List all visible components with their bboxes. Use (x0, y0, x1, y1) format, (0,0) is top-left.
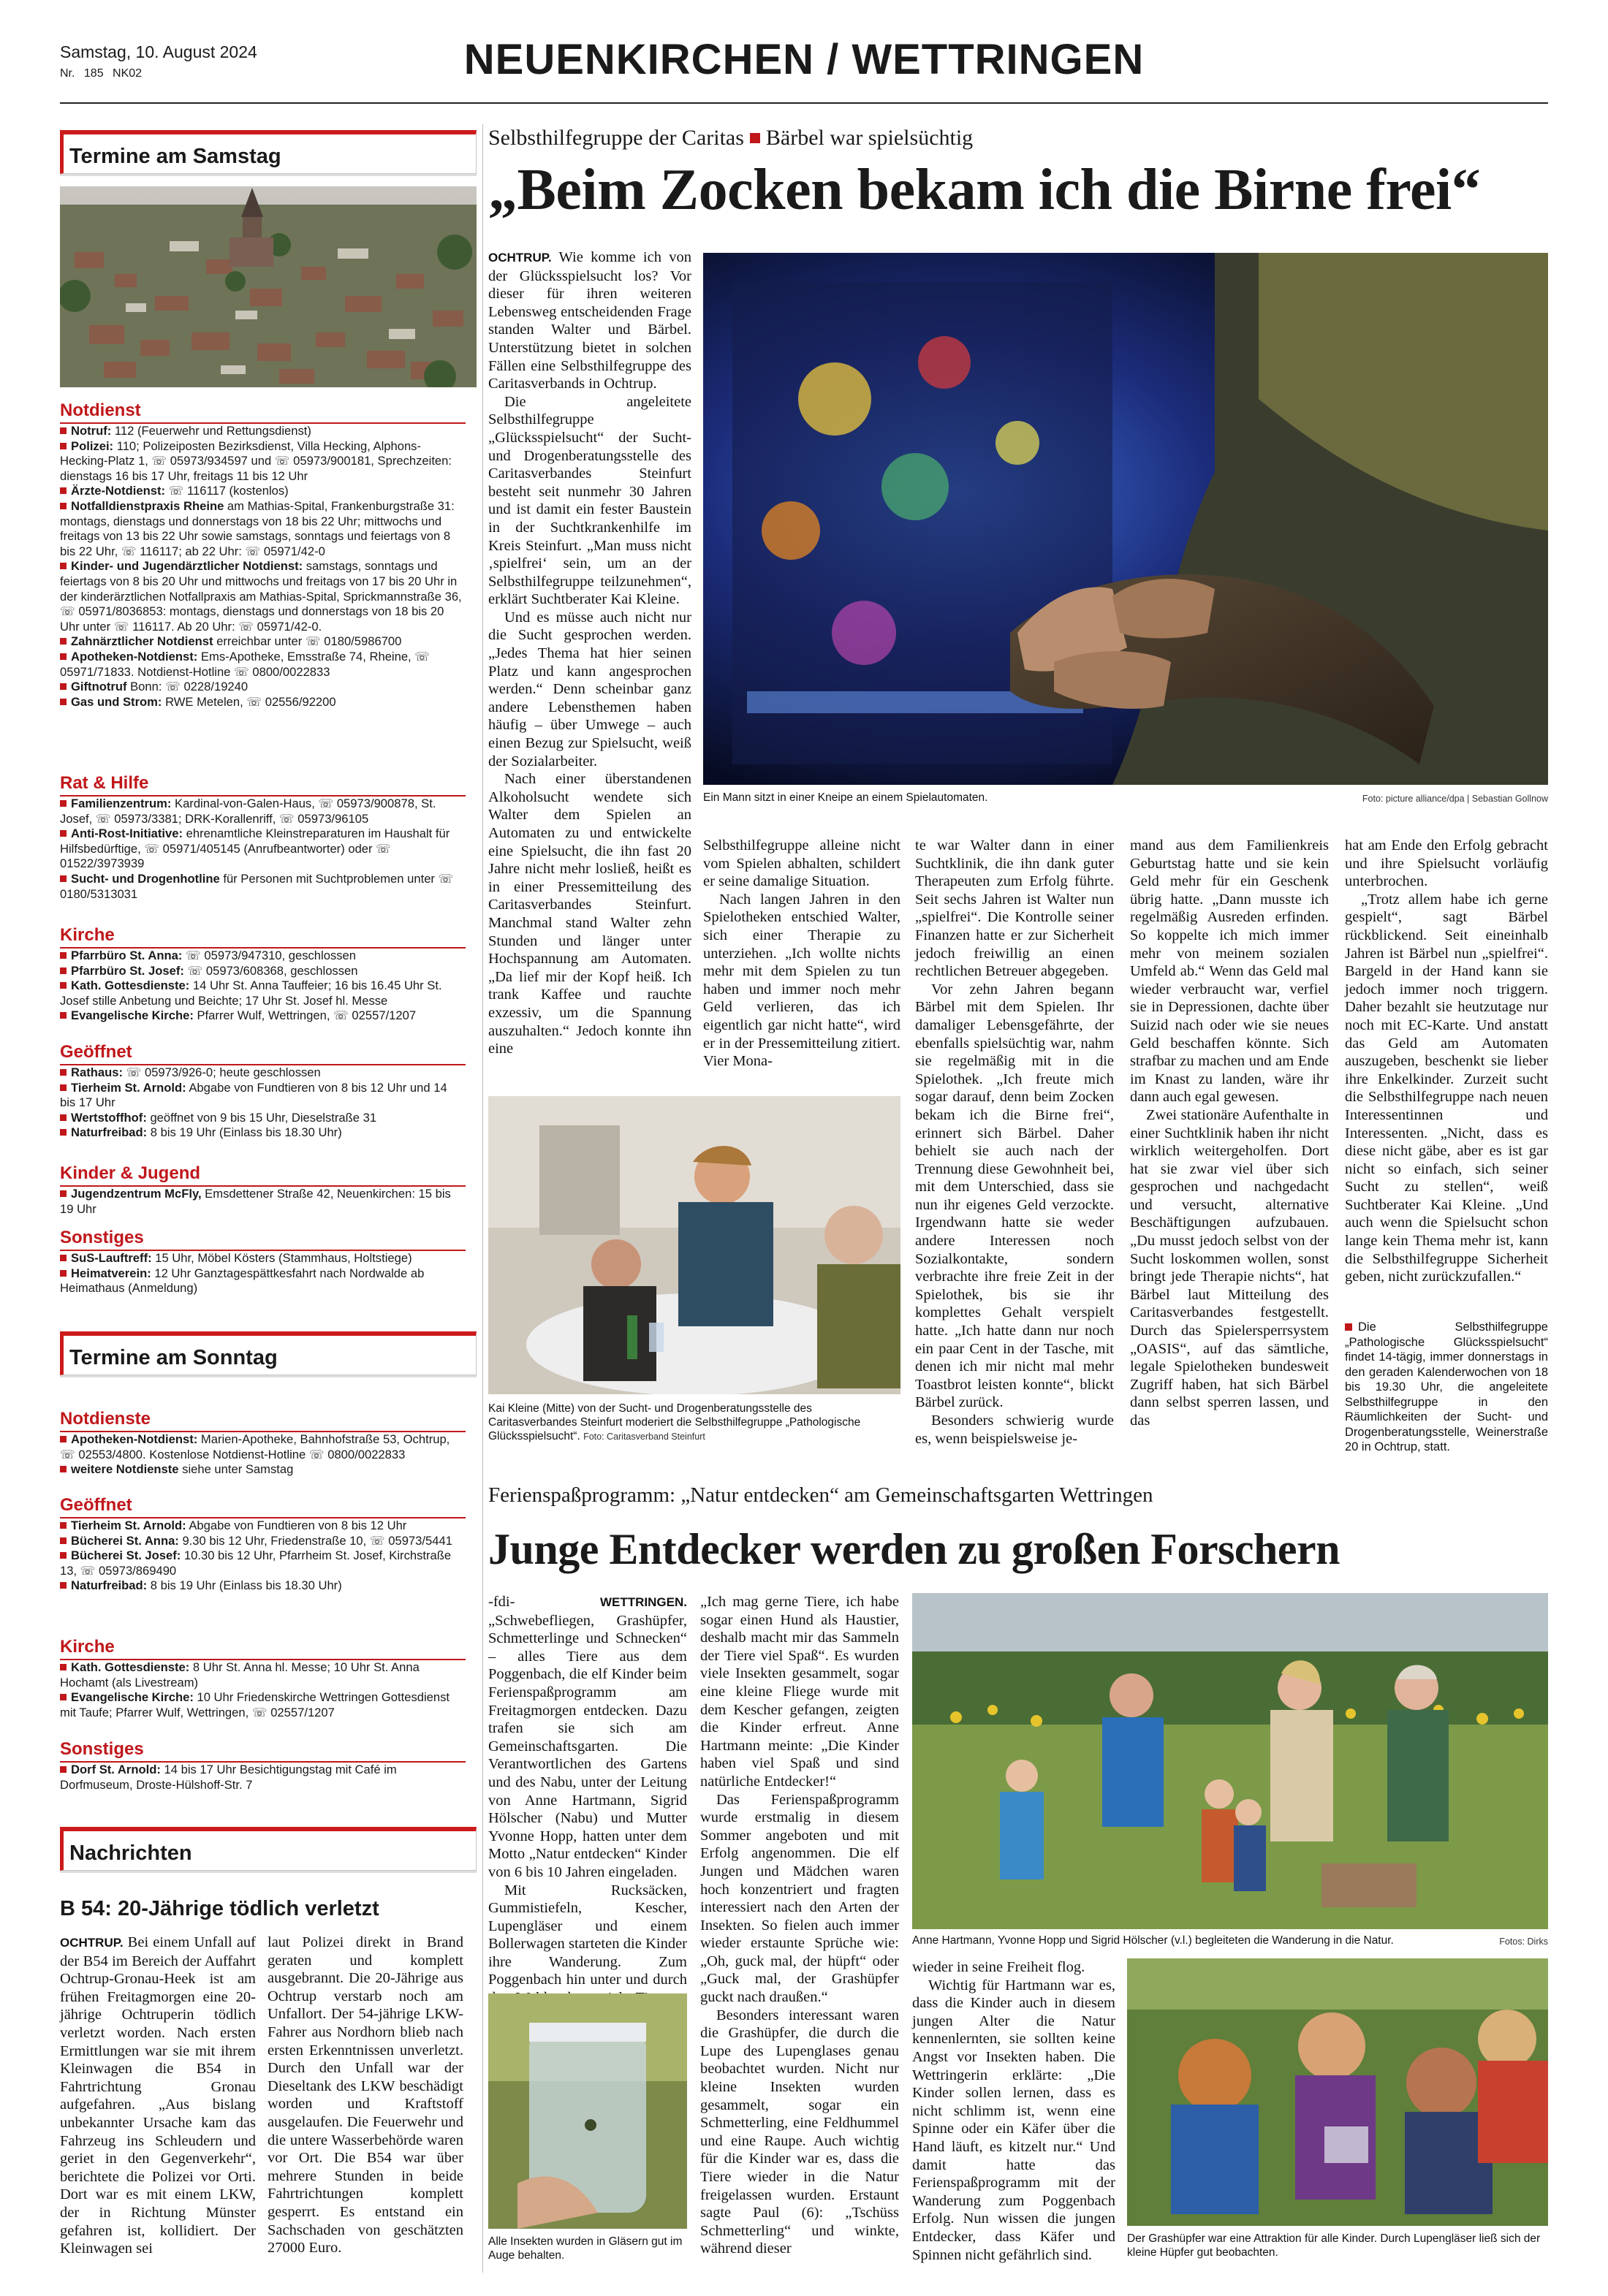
sunday-kirche-list (60, 1660, 466, 1720)
entry-label: Notfalldienstpraxis Rheine (71, 498, 224, 513)
article1-col4b-text: Zwei stationäre Aufenthalte in einer Suchtklinik haben ihr nicht wirklich weitergeholfen. Dort hat sie zwar viel über sich gesprochen und nachgedacht und versucht, alternative Beschäftigungen aufzubauen. „Du musst jedoch selbst von der Sucht loskommen wollen, sonst bringt jede Therapie nichts“, hat Bärbel laut Mitteilung des Caritasverbandes festgestellt. Durch das Spielersperrsystem „OASIS“, auf das sämtliche, legale Spielotheken bundesweit Zugriff haben, hat sich Bärbel dann selbst sperren lassen, und das (1130, 1106, 1329, 1429)
article2-col1b-text: Mit Rucksäcken, Gummistiefeln, Kescher, Lupengläser und einem Bollerwagen starteten die Kinder ihre Wanderung. Zum Poggenbach hin unter und durch (488, 1882, 687, 1988)
bullet-square-icon (60, 1582, 67, 1589)
entry-text: ☏ 05973/926-0; heute geschlossen (123, 1065, 321, 1079)
bullet-square-icon (60, 427, 67, 434)
sunday-box-title: Termine am Sonntag (60, 1331, 477, 1375)
article2-col3-text: wieder in seine Freiheit flog. (912, 1959, 1085, 1975)
entry-text: am Mathias-Spital, Frankenburgstraße 31: montags, dienstags und donnerstags von 18 bis 22 Uhr; mittwochs und freitags von 13 bis 22 Uhr sowie samstags, sonntags und feiertags von 8 bis 22 Uhr, ☏ 116117; ab 22 Uhr: ☏ 05971/42-0 (60, 498, 455, 558)
bullet-square-icon (60, 699, 67, 705)
bullet-square-icon (60, 1012, 67, 1019)
sunday-sonstiges-heading: Sonstiges (60, 1739, 466, 1763)
article1-p4: Nach einer überstandenen Alkoholsucht wendete sich Walter dem Spielen an Automaten zu und entwickelte eine Spielsucht, die ihn fast 20 Jahre nicht mehr losließ, heißt es in einer Pressemitteilung des Caritasverbandes Steinfurt. Manchmal stand Walter zehn Stunden und länger unter Hochspannung am Automaten. „Da lief mir der Kopf heiß. Ich trank Kaffee und rauchte exzessiv, um die Spannung auszuhalten.“ Jedoch konnte ihn eine (488, 771, 691, 1057)
entry-text: ☏ 05973/608368, geschlossen (183, 963, 358, 978)
sunday-sonstiges-list (60, 1763, 466, 1793)
entry-label: Apotheken-Notdienst: (71, 649, 198, 664)
listing-entry (60, 1690, 466, 1720)
selfhelp-photo-credit: Foto: Caritasverband Steinfurt (583, 1432, 705, 1442)
entry-text: 110; Polizeiposten Bezirksdienst, Villa Hecking, Alphons-Hecking-Platz 1, ☏ 05973/934597 und ☏ 05973/900181, Sprechzeiten: dienstags 16 bis 17 Uhr, freitags 11 bis 12 Uhr (60, 438, 452, 483)
listing-entry (60, 1763, 466, 1793)
listing-entry (60, 1187, 466, 1217)
article1-col-3 (915, 837, 1114, 1448)
notdienst-heading: Notdienst (60, 400, 466, 424)
entry-label: Notruf: (71, 424, 112, 438)
listing-entry (60, 978, 466, 1008)
slot-photo-caption: Ein Mann sitzt in einer Kneipe an einem Spielautomaten. (703, 791, 988, 804)
kids-grasshopper-image (1127, 1958, 1548, 2226)
article2-col3b-text: Wichtig für Hartmann war es, dass die Kinder auch in diesem jungen Alter die Natur kennenlernten, sie sollten keine Angst vor Insekten haben. Die Wettringerin erklärte: „Die Kinder sollen lernen, dass es nicht schlimm ist, wenn eine Spinne oder ein Käfer über die Hand läuft, es kitzelt nur.“ Und damit hatte das Ferienspaßprogramm mit der Wanderung zum Poggenbach Erfolg. Nun wissen die jungen Entdecker, dass Käfer und Spinnen nicht gefährlich sind. (912, 1977, 1115, 2263)
news-headline: B 54: 20-Jährige tödlich verletzt (60, 1897, 379, 1920)
bullet-square-icon (60, 1694, 67, 1700)
entry-label: Tierheim St. Arnold: (71, 1518, 186, 1532)
article1-col-1 (488, 248, 691, 1058)
listing-entry (60, 680, 466, 695)
bullet-square-icon (60, 563, 67, 569)
aerial-town-photo (60, 186, 477, 387)
entry-text: Ems-Apotheke, Emsstraße 74, Rheine, ☏ 05971/71833. Notdienst-Hotline ☏ 0800/0022833 (60, 649, 431, 679)
entry-text: 8 bis 19 Uhr (Einlass bis 18.30 Uhr) (147, 1125, 342, 1140)
bullet-square-icon (60, 830, 67, 837)
listing-entry (60, 484, 466, 499)
bullet-square-icon (60, 968, 67, 974)
bullet-square-icon (60, 1552, 67, 1559)
sunday-geoeffnet-heading: Geöffnet (60, 1495, 466, 1518)
entry-label: Bücherei St. Josef: (71, 1548, 181, 1563)
article1-p2: Die angeleitete Selbsthilfegruppe „Glücksspielsucht“ der Sucht- und Drogenberatungsstelle des Caritasverbandes Steinfurt besteht seit nunmehr 30 Jahren und ist damit ein fester Baustein in der Suchtkrankenhilfe im Kreis Steinfurt. „Man muss nicht ‚spielfrei‘ sein, um an der Selbsthilfegruppe teilzunehmen“, erklärt Suchtberater Kai Kleine. (488, 393, 691, 608)
listing-entry (60, 1065, 466, 1081)
sonstiges-list (60, 1251, 466, 1296)
bullet-square-icon (60, 1190, 67, 1197)
bullet-square-icon (60, 1114, 67, 1121)
article2-col-1 (488, 1593, 687, 2025)
bullet-square-icon (60, 982, 67, 989)
article1-col-2 (703, 837, 900, 1071)
listing-entry (60, 1518, 466, 1534)
entry-text: 10 Uhr Friedenskirche Wettringen Gottesdienst mit Taufe; Pfarrer Wulf, Wettringen, ☏ 02557/1207 (60, 1690, 450, 1719)
entry-label: weitere Notdienste (71, 1462, 179, 1477)
entry-text: für Personen mit Suchtproblemen unter ☏ 0180/5313031 (60, 871, 454, 901)
bullet-square-icon (60, 1129, 67, 1136)
entry-text: 112 (Feuerwehr und Rettungsdienst) (111, 424, 311, 438)
entry-text: ☏ 05973/947310, geschlossen (182, 949, 357, 962)
entry-text: samstags, sonntags und feiertags von 8 bis 20 Uhr und mittwochs und freitags von 17 bis 20 Uhr in der kinderärztlichen Notfallpraxis am Mathias-Spital, Sprickmannstraße 36, ☏ 05971/8036853: montags, dienstags und donnerstags von 18 bis 20 Uhr unter ☏ 116117. Ab 20 Uhr: ☏ 05971/42-0. (60, 559, 462, 634)
news-col-1 (60, 1934, 256, 2258)
entry-text: Emsdettener Straße 42, Neuenkirchen: 15 bis 19 Uhr (60, 1187, 451, 1216)
meadow-group-photo (912, 1593, 1548, 1929)
news-dateline: OCHTRUP. (60, 1936, 124, 1950)
listing-entry (60, 1534, 466, 1549)
article1-dateline: OCHTRUP. (488, 251, 552, 265)
listing-entry (60, 650, 466, 680)
bullet-square-icon (60, 1537, 67, 1544)
bullet-square-icon (60, 638, 67, 645)
article2-col2c-text: Besonders interessant waren die Grashüpfer, die durch die Lupe des Lupenglases genau beobachtet wurden. Nicht nur kleine Insekten wurden gesammelt, sogar ein Schmetterling, eine Feldhummel und eine Raupe. Auch wichtig für die Kinder war es, dass die Tiere wieder in die Natur freigelassen wurden. Erstaunt sagte Paul (6): „Tschüss Schmetterling“ und winkte, während dieser (700, 2007, 899, 2257)
entry-text: erreichbar unter ☏ 0180/5986700 (213, 634, 402, 649)
entry-label: Apotheken-Notdienst: (71, 1432, 198, 1446)
header-rule (60, 102, 1548, 104)
entry-text: Marien-Apotheke, Bahnhofstraße 53, Ochtrup, ☏ 02553/4800. Kostenlose Notdienst-Hotline ☏ 0800/0022833 (60, 1432, 450, 1461)
bullet-square-icon (60, 1270, 67, 1277)
article2-dateline: WETTRINGEN. (600, 1595, 687, 1609)
bullet-square-icon (60, 1466, 67, 1472)
entry-label: Evangelische Kirche: (71, 1690, 194, 1705)
entry-label: Polizei: (71, 438, 114, 453)
listing-entry (60, 1111, 466, 1126)
article1-col4-text: mand aus dem Familienkreis Geburtstag hatte und sie kein Geld mehr für ein Geschenk übrig hatte. „Dann musste ich regelmäßig Ausreden erfinden. So koppelte ich mich immer mehr von meinem sozialen Umfeld ab.“ Wenn das Geld mal wieder verbraucht war, verfiel sie in Depressionen, dachte über Suizid nach oder wie sie neues Geld beschaffen könnte. Sich strafbar zu machen und am Ende im Knast zu landen, wäre ihr dann auch egal gewesen. (1130, 837, 1329, 1106)
news-box-title: Nachrichten (60, 1827, 477, 1871)
sonstiges-heading: Sonstiges (60, 1228, 466, 1251)
geoeffnet-list (60, 1065, 466, 1141)
listing-entry (60, 439, 466, 484)
sunday-kirche-heading: Kirche (60, 1637, 466, 1660)
listing-entry (60, 695, 466, 710)
entry-text: 8 bis 19 Uhr (Einlass bis 18.30 Uhr) (147, 1578, 342, 1593)
bullet-square-icon (60, 443, 67, 449)
article1-p3: Und es müsse auch nicht nur die Sucht gesprochen werden. „Jedes Thema hat hier seinen Platz und kann angesprochen werden.“ Denn scheinbar ganz andere Lebensthemen haben häufig – über Umwege – auch einen Bezug zur Spielsucht, weiß der Sozialarbeiter. (488, 609, 691, 769)
news-text-1: Bei einem Unfall auf der B54 im Bereich der Auffahrt Ochtrup-Gronau-Heek ist am frühen Freitagmorgen eine 20-jährige Ochtruperin tödlich verletzt worden. Nach ersten Ermittlungen war sie mit ihrem Kleinwagen die B54 in Fahrtrichtung Gronau aufgefahren. „Aus bislang unbekannter Ursache kam das Fahrzeug ins Schleudern und geriet in den Gegenverkehr“, berichtete die Polizei vor Orti. Dort war es mit einem LKW, der in Richtung Münster gefahren ist, kollidiert. Der Kleinwagen sei (60, 1934, 256, 2257)
news-col-2 (268, 1934, 463, 2257)
listing-entry (60, 499, 466, 559)
aerial-town-image (60, 186, 477, 387)
listing-entry (60, 1266, 466, 1296)
sunday-notdienste-heading: Notdienste (60, 1409, 466, 1432)
entry-text: siehe unter Samstag (178, 1462, 294, 1477)
kicker-separator (750, 133, 760, 143)
article2-headline: Junge Entdecker werden zu großen Forschern (488, 1525, 1340, 1573)
article2-col2b-text: Das Ferienspaßprogramm wurde erstmalig in diesem Sommer angeboten und mit Erfolg angenommen. Die elf Jungen und Mädchen waren hoch konzentriert und fragten interessiert nach den Arten der Insekten. So fielen auch immer wieder erstaunte Sprüche wie: „Oh, guck mal, der hüpft“ oder „Guck mal, der Grashüpfer guckt nach draußen.“ (700, 1791, 899, 2006)
entry-text: 14 Uhr St. Anna Tauffeier; 16 bis 16.45 Uhr St. Josef stille Anbetung und Beichte; 17 Uhr St. Josef hl. Messe (60, 978, 442, 1008)
article1-intro: Wie komme ich von der Glücksspielsucht los? Vor dieser für ihren weiteren Lebensweg entscheidenden Frage standen Walter und Bärbel. Unterstützung bietet in solchen Fällen eine Selbsthilfegruppe des Caritasverbands in Ochtrup. (488, 249, 691, 392)
slot-machine-photo (703, 253, 1548, 785)
selfhelp-group-image (488, 1096, 900, 1394)
listing-entry (60, 949, 466, 964)
entry-label: Naturfreibad: (71, 1125, 148, 1140)
listing-entry (60, 1660, 466, 1690)
rat-hilfe-heading: Rat & Hilfe (60, 773, 466, 797)
article1-col3b-text: Vor zehn Jahren begann Bärbel mit dem Spielen. Ihr damaliger Lebensgefährte, der ebenfalls spielsüchtig war, nahm sie regelmäßig mit in die Spielothek. „Ich freute mich sogar darauf, denn beim Zocken bekam ich die Birne frei“, erinnert sich Bärbel. Daher behielt sie auch nach der Trennung diese Gewohnheit bei, mit dem Unterschied, dass sie nun ihr eigenes Geld verzockte. Irgendwann hatte sie weder andere Interessen noch Sozialkontakte, sondern verbrachte ihre freie Zeit in der Spielothek, bis sie ihr komplettes Gehalt verspielt hatte. „Ich hatte dann nur noch ein paar Cent in der Tasche, mit denen ich mir nicht mal mehr Toastbrot leisten konnte“, blickt Bärbel zurück. (915, 981, 1114, 1411)
entry-label: Rathaus: (71, 1065, 123, 1079)
listing-entry (60, 1008, 466, 1024)
issue-date: Samstag, 10. August 2024 (60, 42, 257, 61)
entry-text: RWE Metelen, ☏ 02556/92200 (162, 694, 336, 709)
article1-col-4 (1130, 837, 1329, 1430)
info-square-icon (1345, 1323, 1352, 1331)
bullet-square-icon (60, 503, 67, 509)
meadow-photo-caption: Anne Hartmann, Yvonne Hopp und Sigrid Hölscher (v.l.) begleiteten die Wanderung in die Natur. (912, 1934, 1394, 1947)
kirche-heading: Kirche (60, 925, 466, 949)
listing-entry (60, 872, 466, 902)
geoeffnet-heading: Geöffnet (60, 1042, 466, 1065)
entry-label: Dorf St. Arnold: (71, 1763, 161, 1776)
sunday-geoeffnet-list (60, 1518, 466, 1594)
article1-col3c-text: Besonders schwierig wurde es, wenn beispielsweise je- (915, 1413, 1114, 1447)
entry-text: 15 Uhr, Möbel Kösters (Stammhaus, Holtstiege) (151, 1251, 412, 1265)
article1-col-5 (1345, 837, 1548, 1286)
entry-text: 14 bis 17 Uhr Besichtigungstag mit Café im Dorfmuseum, Droste-Hülshoff-Str. 7 (60, 1763, 397, 1792)
entry-text: 8 Uhr St. Anna hl. Messe; 10 Uhr St. Anna Hochamt (als Livestream) (60, 1660, 420, 1689)
listing-entry (60, 1578, 466, 1594)
listing-entry (60, 1548, 466, 1578)
entry-label: Jugendzentrum McFly, (71, 1187, 202, 1201)
saturday-box-title: Termine am Samstag (60, 130, 477, 174)
bullet-square-icon (60, 952, 67, 959)
entry-text: Abgabe von Fundtieren von 8 bis 12 Uhr und 14 bis 17 Uhr (60, 1080, 447, 1110)
listing-entry (60, 1251, 466, 1266)
entry-text: Pfarrer Wulf, Wettringen, ☏ 02557/1207 (193, 1008, 417, 1023)
slot-photo-credit: Foto: picture alliance/dpa | Sebastian Gollnow (1362, 794, 1548, 804)
entry-text: Bonn: ☏ 0228/19240 (126, 680, 249, 694)
article1-info-box: Die Selbsthilfegruppe „Pathologische Glücksspielsucht“ findet 14-tägig, immer donnerstags in den geraden Kalenderwochen von 18 bis 19.30 Uhr, die angeleitete Selbsthilfegruppe in den Räumlichkeiten der Sucht- und Drogenberatungsstelle, Weinerstraße 20 in Ochtrup, statt. (1345, 1320, 1548, 1453)
entry-label: Gas und Strom: (71, 694, 162, 709)
article1-headline: „Beim Zocken bekam ich die Birne frei“ (488, 158, 1481, 222)
bullet-square-icon (60, 683, 67, 690)
entry-label: Kath. Gottesdienste: (71, 1660, 190, 1674)
entry-label: Pfarrbüro St. Josef: (71, 963, 184, 978)
listing-entry (60, 1081, 466, 1111)
article1-col2b-text: Nach langen Jahren in den Spielotheken entschied Walter, sich einer Therapie zu unterziehen. „Ich wollte nichts mehr mit dem Spielen zu tun haben und immer noch mehr Geld verlieren, das ich eigentlich gar nicht hatte“, wird er in der Pressemitteilung zitiert. Vier Mona- (703, 891, 900, 1070)
entry-label: Naturfreibad: (71, 1578, 148, 1593)
entry-label: Giftnotruf (71, 680, 127, 694)
section-title: NEUENKIRCHEN / WETTRINGEN (463, 36, 1145, 83)
bullet-square-icon (60, 1255, 67, 1261)
article1-kicker: Selbsthilfegruppe der Caritas Bärbel war spielsüchtig (488, 126, 974, 150)
notdienst-list (60, 424, 466, 710)
entry-text: Kardinal-von-Galen-Haus, ☏ 05973/900878, St. Josef, ☏ 05973/3381; DRK-Korallenriff, ☏ 05973/96105 (60, 797, 436, 826)
listing-entry (60, 1432, 466, 1462)
issue-number: Nr. 185 NK02 (60, 67, 143, 80)
listing-entry (60, 1462, 466, 1478)
entry-label: Wertstoffhof: (71, 1110, 147, 1125)
kirche-list (60, 949, 466, 1024)
entry-label: Zahnärztlicher Notdienst (71, 634, 213, 649)
meadow-group-image (912, 1593, 1548, 1929)
kids-grasshopper-photo (1127, 1958, 1548, 2226)
listing-entry (60, 634, 466, 650)
insect-jar-photo (488, 1993, 687, 2229)
kinder-jugend-heading: Kinder & Jugend (60, 1163, 466, 1187)
slot-machine-image (703, 253, 1548, 785)
entry-label: Bücherei St. Anna: (71, 1533, 179, 1548)
bullet-square-icon (60, 653, 67, 660)
article2-col-3 (912, 1958, 1115, 2264)
entry-label: Anti-Rost-Initiative: (71, 826, 183, 841)
sidebar-divider (482, 124, 483, 2273)
article2-kicker: Ferienspaßprogramm: „Natur entdecken“ am Gemeinschaftsgarten Wettringen (488, 1483, 1153, 1507)
entry-text: ☏ 116117 (kostenlos) (165, 484, 289, 498)
meadow-photo-credit: Fotos: Dirks (1499, 1936, 1548, 1947)
selfhelp-group-photo (488, 1096, 900, 1394)
sunday-notdienste-list (60, 1432, 466, 1478)
article1-col2-text: Selbsthilfegruppe alleine nicht vom Spielen abhalten, schildert er seine damalige Situation. (703, 837, 900, 890)
entry-text: 12 Uhr Ganztagespättkesfahrt nach Nordwalde ab Heimathaus (Anmeldung) (60, 1266, 425, 1296)
listing-entry (60, 424, 466, 439)
entry-text: 9.30 bis 12 Uhr, Friedenstraße 10, ☏ 05973/5441 (178, 1533, 452, 1548)
article1-col5-text: hat am Ende den Erfolg gebracht und ihre Spielsucht vorläufig unterbrochen. (1345, 837, 1548, 890)
entry-label: Pfarrbüro St. Anna: (71, 949, 183, 962)
entry-label: Kath. Gottesdienste: (71, 978, 190, 993)
kids-photo-caption: Der Grashüpfer war eine Attraktion für alle Kinder. Durch Lupengläser ließ sich der kleine Hüpfer gut beobachten. (1127, 2232, 1541, 2259)
selfhelp-photo-caption: Kai Kleine (Mitte) von der Sucht- und Drogenberatungsstelle des Caritasverbandes Steinfurt moderiert die Selbsthilfegruppe „Pathologische Glücksspielsucht“. Foto: Caritasverband Steinfurt (488, 1402, 861, 1442)
entry-label: SuS-Lauftreff: (71, 1251, 152, 1265)
entry-label: Tierheim St. Arnold: (71, 1080, 186, 1095)
article2-col-2 (700, 1593, 899, 2258)
entry-label: Familienzentrum: (71, 797, 172, 810)
entry-label: Ärzte-Notdienst: (71, 484, 166, 498)
bullet-square-icon (60, 1766, 67, 1773)
bullet-square-icon (60, 1069, 67, 1076)
rat-hilfe-list (60, 797, 466, 902)
bullet-square-icon (60, 1522, 67, 1529)
bullet-square-icon (60, 1084, 67, 1091)
article2-col2-text: „Ich mag gerne Tiere, ich habe sogar einen Hund als Haustier, deshalb macht mir das Sammeln der Tiere viel Spaß“. Es wurden viele Insekten gesammelt, sogar eine kleine Fliege wurde mit dem Kescher gefangen, zeigten die Kinder erfreut. Anne Hartmann meinte: „Die Kinder haben viel Spaß und sind natürliche Entdecker!“ (700, 1594, 899, 1790)
entry-text: geöffnet von 9 bis 15 Uhr, Dieselstraße 31 (146, 1110, 377, 1125)
bullet-square-icon (60, 800, 67, 807)
article2-author: -fdi- (488, 1594, 515, 1610)
bullet-square-icon (60, 1436, 67, 1442)
listing-entry (60, 826, 466, 872)
bullet-square-icon (60, 1664, 67, 1670)
news-text-2: laut Polizei direkt in Brand geraten und komplett ausgebrannt. Die 20-Jährige aus Ochtrup verstarb noch am Unfallort. Der 54-jährige LKW-Fahrer aus Nordhorn blieb nach ersten Erkenntnissen unverletzt. Durch den Unfall war der Dieseltank des LKW beschädigt worden und Kraftstoff ausgelaufen. Die Feuerwehr und die untere Wasserbehörde waren vor Ort. Die B54 war über mehrere Stunden in beide Fahrtrichtungen komplett gesperrt. Es entstand ein Sachschaden von geschätzten 27000 Euro. (268, 1934, 463, 2257)
article1-col5b-text: „Trotz allem habe ich gerne gespielt“, sagt Bärbel rückblickend. Seit eineinhalb Jahren ist Bärbel nun „spielfrei“. Bargeld in der Hand kann sie jedoch immer noch triggern. Daher bezahlt sie heutzutage nur noch mit EC-Karte. Und anstatt das Geld am Automaten auszugeben, beschenkt sie lieber ihre Enkelkinder. Zurzeit sucht die Selbsthilfegruppe nach neuen Interessentinnen und Interessenten. „Nicht, dass es diese nicht gäbe, aber es ist gar nicht so einfach, sich seiner Sucht zu stellen“, weiß Suchtberater Kai Kleine. „Und auch wenn die Spielsucht schon lange kein Thema mehr ist, kann die Selbsthilfegruppe Sicherheit geben, nicht zurückzufallen.“ (1345, 891, 1548, 1285)
bullet-square-icon (60, 875, 67, 882)
listing-entry (60, 797, 466, 826)
jar-photo-caption: Alle Insekten wurden in Gläsern gut im Auge behalten. (488, 2235, 683, 2262)
entry-text: Abgabe von Fundtieren von 8 bis 12 Uhr (186, 1518, 407, 1532)
bullet-square-icon (60, 487, 67, 494)
listing-entry (60, 559, 466, 634)
listing-entry (60, 1125, 466, 1141)
entry-label: Kinder- und Jugendärztlicher Notdienst: (71, 559, 303, 574)
insect-jar-image (488, 1993, 687, 2229)
entry-label: Heimatverein: (71, 1266, 151, 1280)
entry-text: ehrenamtliche Kleinstreparaturen im Haushalt für Hilfsbedürftige, ☏ 05971/405145 (Anrufbeantworter) oder ☏ 01522/3973939 (60, 826, 450, 871)
entry-label: Sucht- und Drogenhotline (71, 871, 220, 886)
listing-entry (60, 964, 466, 979)
article2-col1-text: „Schwebefliegen, Grashüpfer, Schmetterlinge und Schnecken“ – alles Tiere aus dem Poggenbach, die elf Kinder beim Ferienspaßprogramm am Freitagmorgen entdecken. Dazu trafen sie sich am Gemeinschaftsgarten. Die Verantwortlichen des Gartens und des Nabu, unter der Leitung von Anne Hartmann, Sigrid Hölscher (Nabu) und Mutter Yvonne Hopp, hatten unter dem Motto „Natur entdecken“ Kinder von 6 bis 10 Jahren eingeladen. (488, 1612, 687, 1880)
kinder-jugend-list (60, 1187, 466, 1217)
entry-text: 10.30 bis 12 Uhr, Pfarrheim St. Josef, Kirchstraße 13, ☏ 05973/869490 (60, 1548, 452, 1578)
entry-label: Evangelische Kirche: (71, 1008, 194, 1023)
article1-col3-text: te war Walter dann in einer Suchtklinik, die ihn dank guter Therapeuten zum Erfolg führte. Seit sechs Jahren ist Walter nun „spielfrei“. Die Kontrolle seiner Finanzen hatte er zur Sicherheit jedoch freiwillig an einen rechtlichen Betreuer abgegeben. (915, 837, 1114, 980)
